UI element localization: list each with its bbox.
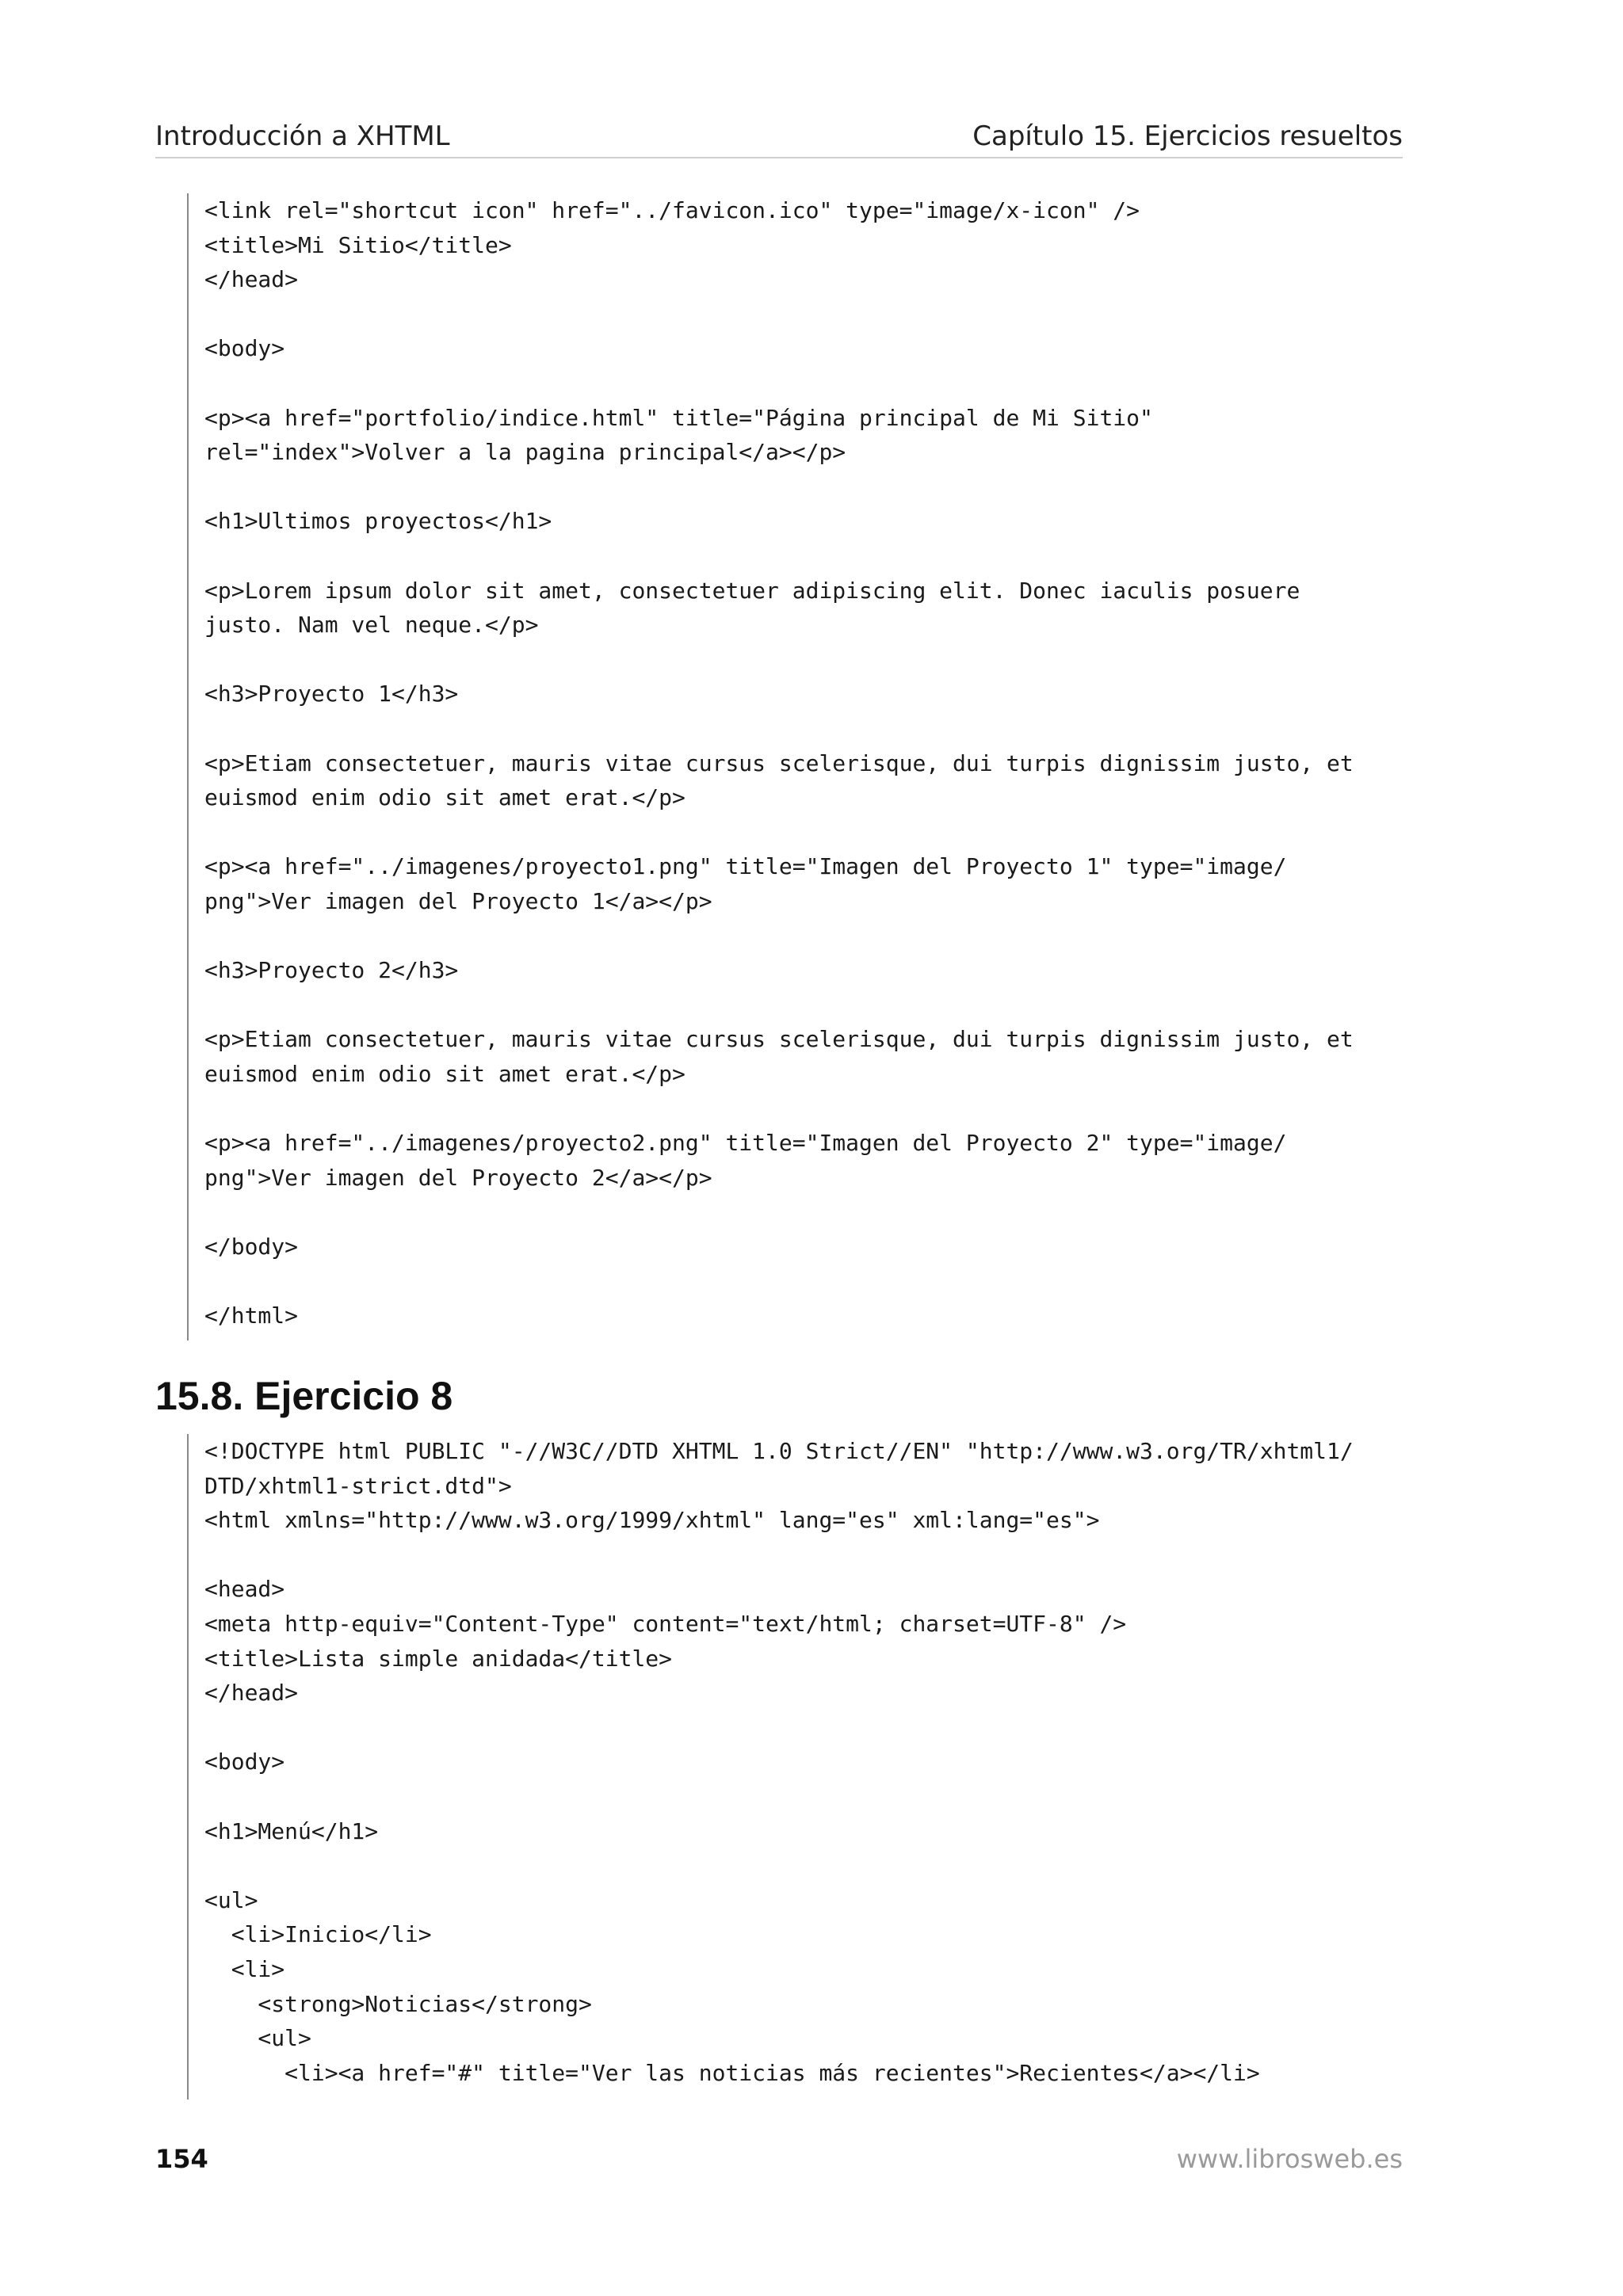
code-line: <h1>Ultimos proyectos</h1> [204,508,552,535]
code-line: <link rel="shortcut icon" href="../favicon.ico" type="image/x-icon" /> [204,197,1140,223]
code-line: <body> [204,1749,285,1775]
code-line [204,918,1354,953]
code-line [204,988,1354,1023]
chapter-title: Capítulo 15. Ejercicios resueltos [972,120,1403,152]
code-line: <h3>Proyecto 2</h3> [204,957,459,984]
code-line [204,297,1354,332]
code-line: <li>Inicio</li> [204,1921,432,1948]
code-line: <strong>Noticias</strong> [204,1990,592,2017]
code-line: <h1>Menú</h1> [204,1817,379,1844]
code-line: </html> [204,1302,299,1329]
code-line: <html xmlns="http://www.w3.org/1999/xhtml" lang="es" xml:lang="es"> [204,1507,1100,1534]
code-line: euismod enim odio sit amet erat.</p> [204,784,685,811]
code-line [204,470,1354,505]
code-line: png">Ver imagen del Proyecto 1</a></p> [204,887,712,914]
code-line [204,1195,1354,1230]
code-line: </head> [204,1680,299,1707]
book-title: Introducción a XHTML [155,120,450,152]
code-line: <title>Mi Sitio</title> [204,231,512,258]
code-line: <p>Etiam consectetuer, mauris vitae cursus scelerisque, dui turpis dignissim justo, et [204,1026,1354,1053]
code-line [204,1538,1354,1573]
code-line: <li><a href="#" title="Ver las noticias más recientes">Recientes</a></li> [204,2059,1260,2086]
code-line: png">Ver imagen del Proyecto 2</a></p> [204,1164,712,1191]
code-line: euismod enim odio sit amet erat.</p> [204,1060,685,1087]
code-line: <p>Lorem ipsum dolor sit amet, consectetuer adipiscing elit. Donec iaculis posuere [204,577,1300,604]
code-line: DTD/xhtml1-strict.dtd"> [204,1472,512,1499]
code-line [204,366,1354,401]
code-line: <head> [204,1576,285,1603]
code-line: <p><a href="../imagenes/proyecto2.png" title="Imagen del Proyecto 2" type="image/ [204,1130,1287,1157]
code-line: <li> [204,1955,285,1982]
code-line: <p><a href="portfolio/indice.html" title="Página principal de Mi Sitio" [204,404,1153,431]
section-heading: 15.8. Ejercicio 8 [155,1374,453,1418]
code-line [204,539,1354,574]
code-line: <title>Lista simple anidada</title> [204,1645,673,1672]
code-line: </head> [204,266,299,293]
code-line [204,711,1354,746]
code-block-1 [187,193,1354,1341]
code-line: justo. Nam vel neque.</p> [204,612,539,639]
code-line [204,815,1354,850]
site-url: www.librosweb.es [1176,2144,1403,2174]
code-block-2 [187,1434,1354,2100]
code-line: <h3>Proyecto 1</h3> [204,681,459,707]
code-line: <body> [204,335,285,362]
code-line [204,1091,1354,1126]
code-line [204,643,1354,677]
code-line: <p>Etiam consectetuer, mauris vitae cursus scelerisque, dui turpis dignissim justo, et [204,749,1354,776]
code-line [204,1848,1354,1883]
code-line: <ul> [204,1886,258,1913]
code-line: <!DOCTYPE html PUBLIC "-//W3C//DTD XHTML 1.0 Strict//EN" "http://www.w3.org/TR/xhtml1/ [204,1438,1354,1464]
code-line: <p><a href="../imagenes/proyecto1.png" title="Imagen del Proyecto 1" type="image/ [204,853,1287,880]
code-line: </body> [204,1233,299,1260]
code-line [204,1711,1354,1745]
page-number: 154 [155,2144,208,2174]
code-line: <meta http-equiv="Content-Type" content="text/html; charset=UTF-8" /> [204,1610,1127,1637]
page-header [155,117,1403,158]
code-line: rel="index">Volver a la pagina principal</a></p> [204,439,846,466]
code-line [204,1264,1354,1299]
code-line: <ul> [204,2025,311,2052]
code-line [204,1779,1354,1814]
